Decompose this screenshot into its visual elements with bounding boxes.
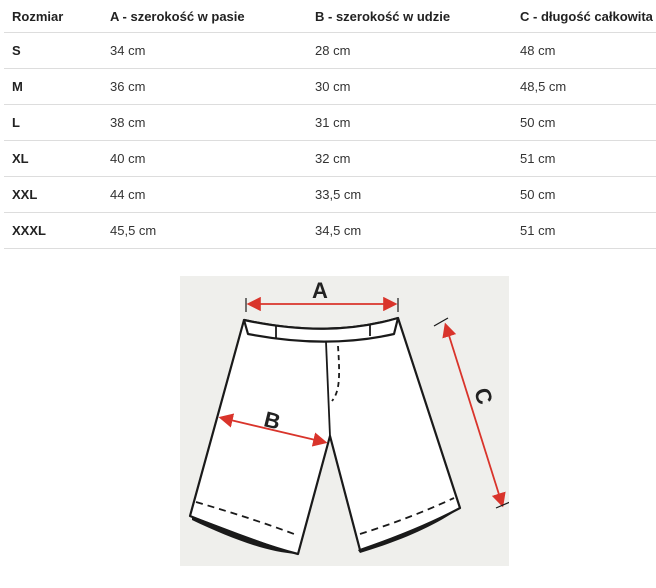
waist-cell: 38 cm [102, 105, 307, 141]
table-row [4, 177, 656, 213]
header-size: Rozmiar [12, 8, 64, 24]
size-cell: XXXL [4, 213, 102, 249]
waist-cell: 34 cm [102, 33, 307, 69]
table-header-row [4, 0, 656, 33]
label-c: C [469, 384, 498, 408]
size-chart-table [4, 0, 656, 249]
label-a: A [312, 278, 328, 303]
thigh-cell: 32 cm [307, 141, 512, 177]
waist-cell: 40 cm [102, 141, 307, 177]
size-cell: XXL [4, 177, 102, 213]
length-cell: 50 cm [512, 105, 656, 141]
header-waist-width: A - szerokość w pasie [110, 8, 245, 24]
thigh-cell: 33,5 cm [307, 177, 512, 213]
size-cell: L [4, 105, 102, 141]
length-cell: 48,5 cm [512, 69, 656, 105]
length-cell: 50 cm [512, 177, 656, 213]
size-cell: XL [4, 141, 102, 177]
header-thigh-width: B - szerokość w udzie [315, 8, 451, 24]
table-row [4, 141, 656, 177]
length-cell: 51 cm [512, 213, 656, 249]
table-row [4, 33, 656, 69]
thigh-cell: 34,5 cm [307, 213, 512, 249]
size-cell: M [4, 69, 102, 105]
waist-cell: 36 cm [102, 69, 307, 105]
table-row [4, 213, 656, 249]
size-cell: S [4, 33, 102, 69]
thigh-cell: 31 cm [307, 105, 512, 141]
waist-cell: 45,5 cm [102, 213, 307, 249]
length-cell: 48 cm [512, 33, 656, 69]
waist-cell: 44 cm [102, 177, 307, 213]
thigh-cell: 30 cm [307, 69, 512, 105]
thigh-cell: 28 cm [307, 33, 512, 69]
table-row [4, 69, 656, 105]
label-b: B [261, 406, 284, 435]
header-total-length: C - długość całkowita [520, 8, 653, 24]
shorts-measurement-diagram [180, 276, 509, 566]
table-row [4, 105, 656, 141]
length-cell: 51 cm [512, 141, 656, 177]
